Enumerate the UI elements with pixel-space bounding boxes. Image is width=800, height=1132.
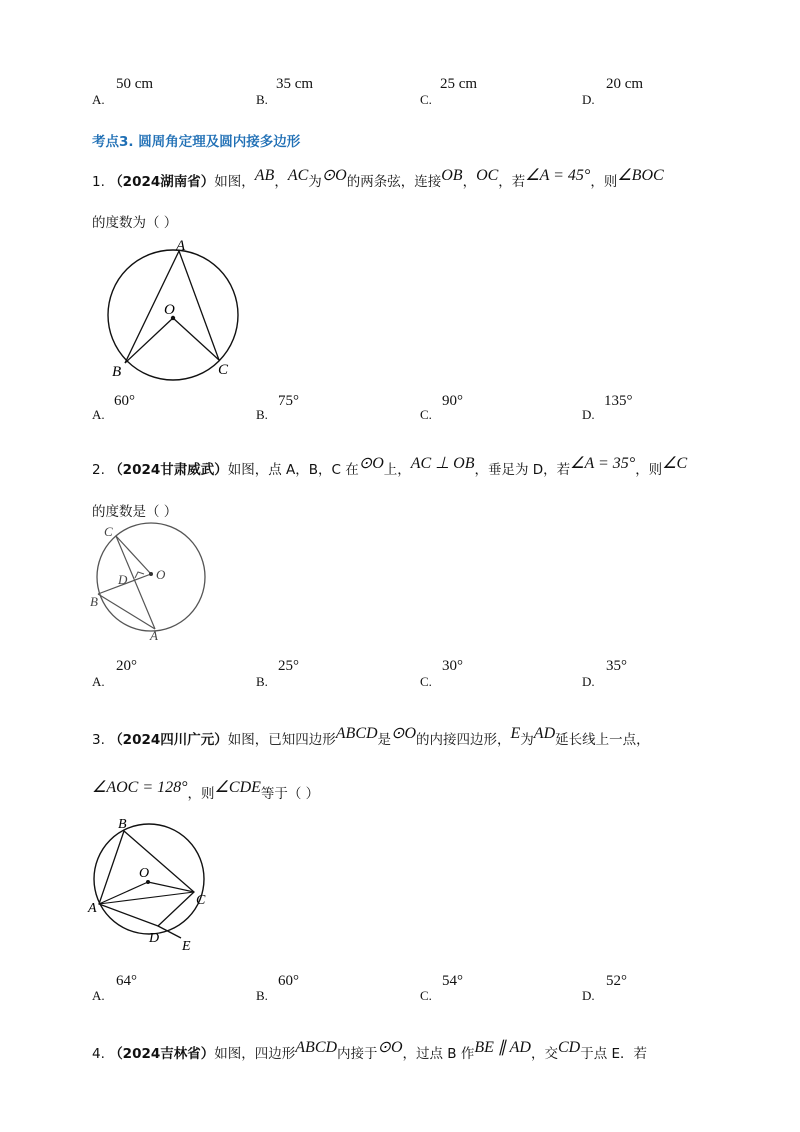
math-ac: AC [287, 167, 309, 184]
figure-chord-ac [179, 251, 219, 360]
option-letter: A. [92, 92, 105, 107]
option-letter: D. [582, 988, 595, 1003]
question-1-figure [100, 236, 250, 386]
question-2-line-2: 的度数是（ ） [92, 504, 178, 520]
question-text: ，则 [635, 462, 663, 478]
question-text: ，则 [187, 786, 215, 802]
math-ab: AB [254, 167, 275, 184]
option-letter: B. [256, 92, 268, 107]
question-text: 于点 E．若 [580, 1046, 648, 1062]
label-a: A [176, 238, 186, 254]
label-b: B [112, 364, 122, 380]
question-2-figure [88, 522, 218, 642]
question-text: 为 [308, 174, 322, 190]
option-letter: D. [582, 407, 595, 422]
math-be-parallel-ad: BE ∥ AD [474, 1039, 531, 1056]
question-text: 延长线上一点， [555, 732, 650, 748]
option-value: 135° [604, 393, 633, 409]
math-e: E [510, 725, 521, 742]
option-value: 54° [442, 973, 463, 989]
question-text: 等于（ ） [260, 786, 320, 802]
figure-radius-oc [148, 882, 194, 892]
question-text: ，交 [530, 1046, 558, 1062]
question-text: 的两条弦，连接 [346, 174, 442, 190]
question-text: 是 [377, 732, 392, 748]
figure-chord-ba [98, 594, 155, 629]
label-c: C [104, 524, 113, 539]
math-cd: CD [557, 1039, 581, 1056]
question-number: 3. [92, 732, 105, 748]
question-source: （2024湖南省） [109, 174, 215, 190]
section-title: 考点3. 圆周角定理及圆内接多边形 [92, 134, 301, 150]
figure-radius-ob [125, 318, 173, 363]
option-value: 60° [278, 973, 299, 989]
label-a: A [150, 628, 158, 642]
option-value: 35 cm [276, 76, 314, 92]
question-source: （2024吉林省） [109, 1046, 215, 1062]
option-letter: A. [92, 674, 105, 689]
question-text: ，则 [590, 174, 618, 190]
option-value: 60° [114, 393, 135, 409]
question-text: 如图， [214, 174, 255, 190]
option-letter: C. [420, 407, 432, 422]
option-letter: D. [582, 92, 595, 107]
label-o: O [164, 302, 175, 318]
option-value: 25 cm [440, 76, 478, 92]
option-value: 20° [116, 658, 137, 674]
question-2-line-1 [92, 455, 688, 479]
math-perp: AC ⊥ OB [410, 455, 475, 472]
option-letter: D. [582, 674, 595, 689]
option-value: 30° [442, 658, 463, 674]
question-text: 如图，点 A，B，C 在 [227, 462, 359, 478]
question-text: 为 [520, 732, 534, 748]
question-text: ， [462, 174, 477, 190]
label-c: C [196, 893, 206, 908]
option-letter: B. [256, 407, 268, 422]
option-letter: C. [420, 988, 432, 1003]
question-1-line-2: 的度数为（ ） [92, 215, 178, 231]
math-ad: AD [533, 725, 556, 742]
option-value: 25° [278, 658, 299, 674]
math-circle-o: ⊙O [358, 455, 384, 472]
option-letter: A. [92, 407, 105, 422]
option-letter: B. [256, 674, 268, 689]
math-abcd: ABCD [295, 1039, 338, 1056]
label-e: E [182, 939, 191, 954]
question-3-figure [86, 816, 216, 956]
option-value: 50 cm [116, 76, 154, 92]
math-circle-o: ⊙O [391, 725, 417, 742]
figure-circle [97, 523, 205, 631]
math-angle-c: ∠C [662, 455, 688, 472]
label-o: O [139, 866, 150, 881]
question-number: 2. [92, 462, 105, 478]
math-angle-a: ∠A = 35° [570, 455, 636, 472]
option-value: 75° [278, 393, 299, 409]
math-angle-cde: ∠CDE [214, 779, 261, 796]
math-ob: OB [441, 167, 463, 184]
question-3-line-2 [92, 779, 320, 803]
question-number: 1. [92, 174, 105, 190]
label-c: C [218, 362, 229, 378]
label-d: D [149, 931, 160, 946]
question-text: ，若 [498, 174, 526, 190]
question-number: 4. [92, 1046, 105, 1062]
math-angle-boc: ∠BOC [617, 167, 664, 184]
math-oc: OC [476, 167, 499, 184]
option-value: 90° [442, 393, 463, 409]
option-letter: C. [420, 674, 432, 689]
figure-center-dot [149, 572, 153, 576]
question-text: 如图，已知四边形 [227, 732, 336, 748]
question-text: 上， [383, 462, 411, 478]
question-text: 的内接四边形， [416, 732, 511, 748]
math-abcd: ABCD [335, 725, 378, 742]
math-circle-o: ⊙O [321, 167, 347, 184]
question-text: 内接于 [337, 1046, 378, 1062]
option-value: 35° [606, 658, 627, 674]
question-text: ，过点 B 作 [402, 1046, 475, 1062]
label-d: D [118, 572, 128, 587]
option-value: 20 cm [606, 76, 644, 92]
math-angle-a: ∠A = 45° [525, 167, 591, 184]
question-text: ，垂足为 D，若 [474, 462, 571, 478]
question-4-line-1 [92, 1039, 648, 1063]
question-3-line-1 [92, 725, 650, 749]
math-angle-aoc: ∠AOC = 128° [92, 779, 188, 796]
label-o: O [156, 567, 166, 582]
question-source: （2024甘肃威武） [109, 462, 228, 478]
math-circle-o: ⊙O [377, 1039, 403, 1056]
question-text: ， [274, 174, 288, 190]
question-text: 如图，四边形 [214, 1046, 296, 1062]
option-letter: A. [92, 988, 105, 1003]
label-a: A [88, 901, 97, 916]
question-source: （2024四川广元） [109, 732, 228, 748]
option-letter: B. [256, 988, 268, 1003]
figure-radius-oc [173, 318, 219, 360]
label-b: B [90, 594, 98, 609]
label-b: B [118, 817, 127, 832]
option-value: 64° [116, 973, 137, 989]
option-value: 52° [606, 973, 627, 989]
option-letter: C. [420, 92, 432, 107]
question-1-line-1 [92, 167, 664, 191]
figure-segment-co [116, 536, 151, 574]
